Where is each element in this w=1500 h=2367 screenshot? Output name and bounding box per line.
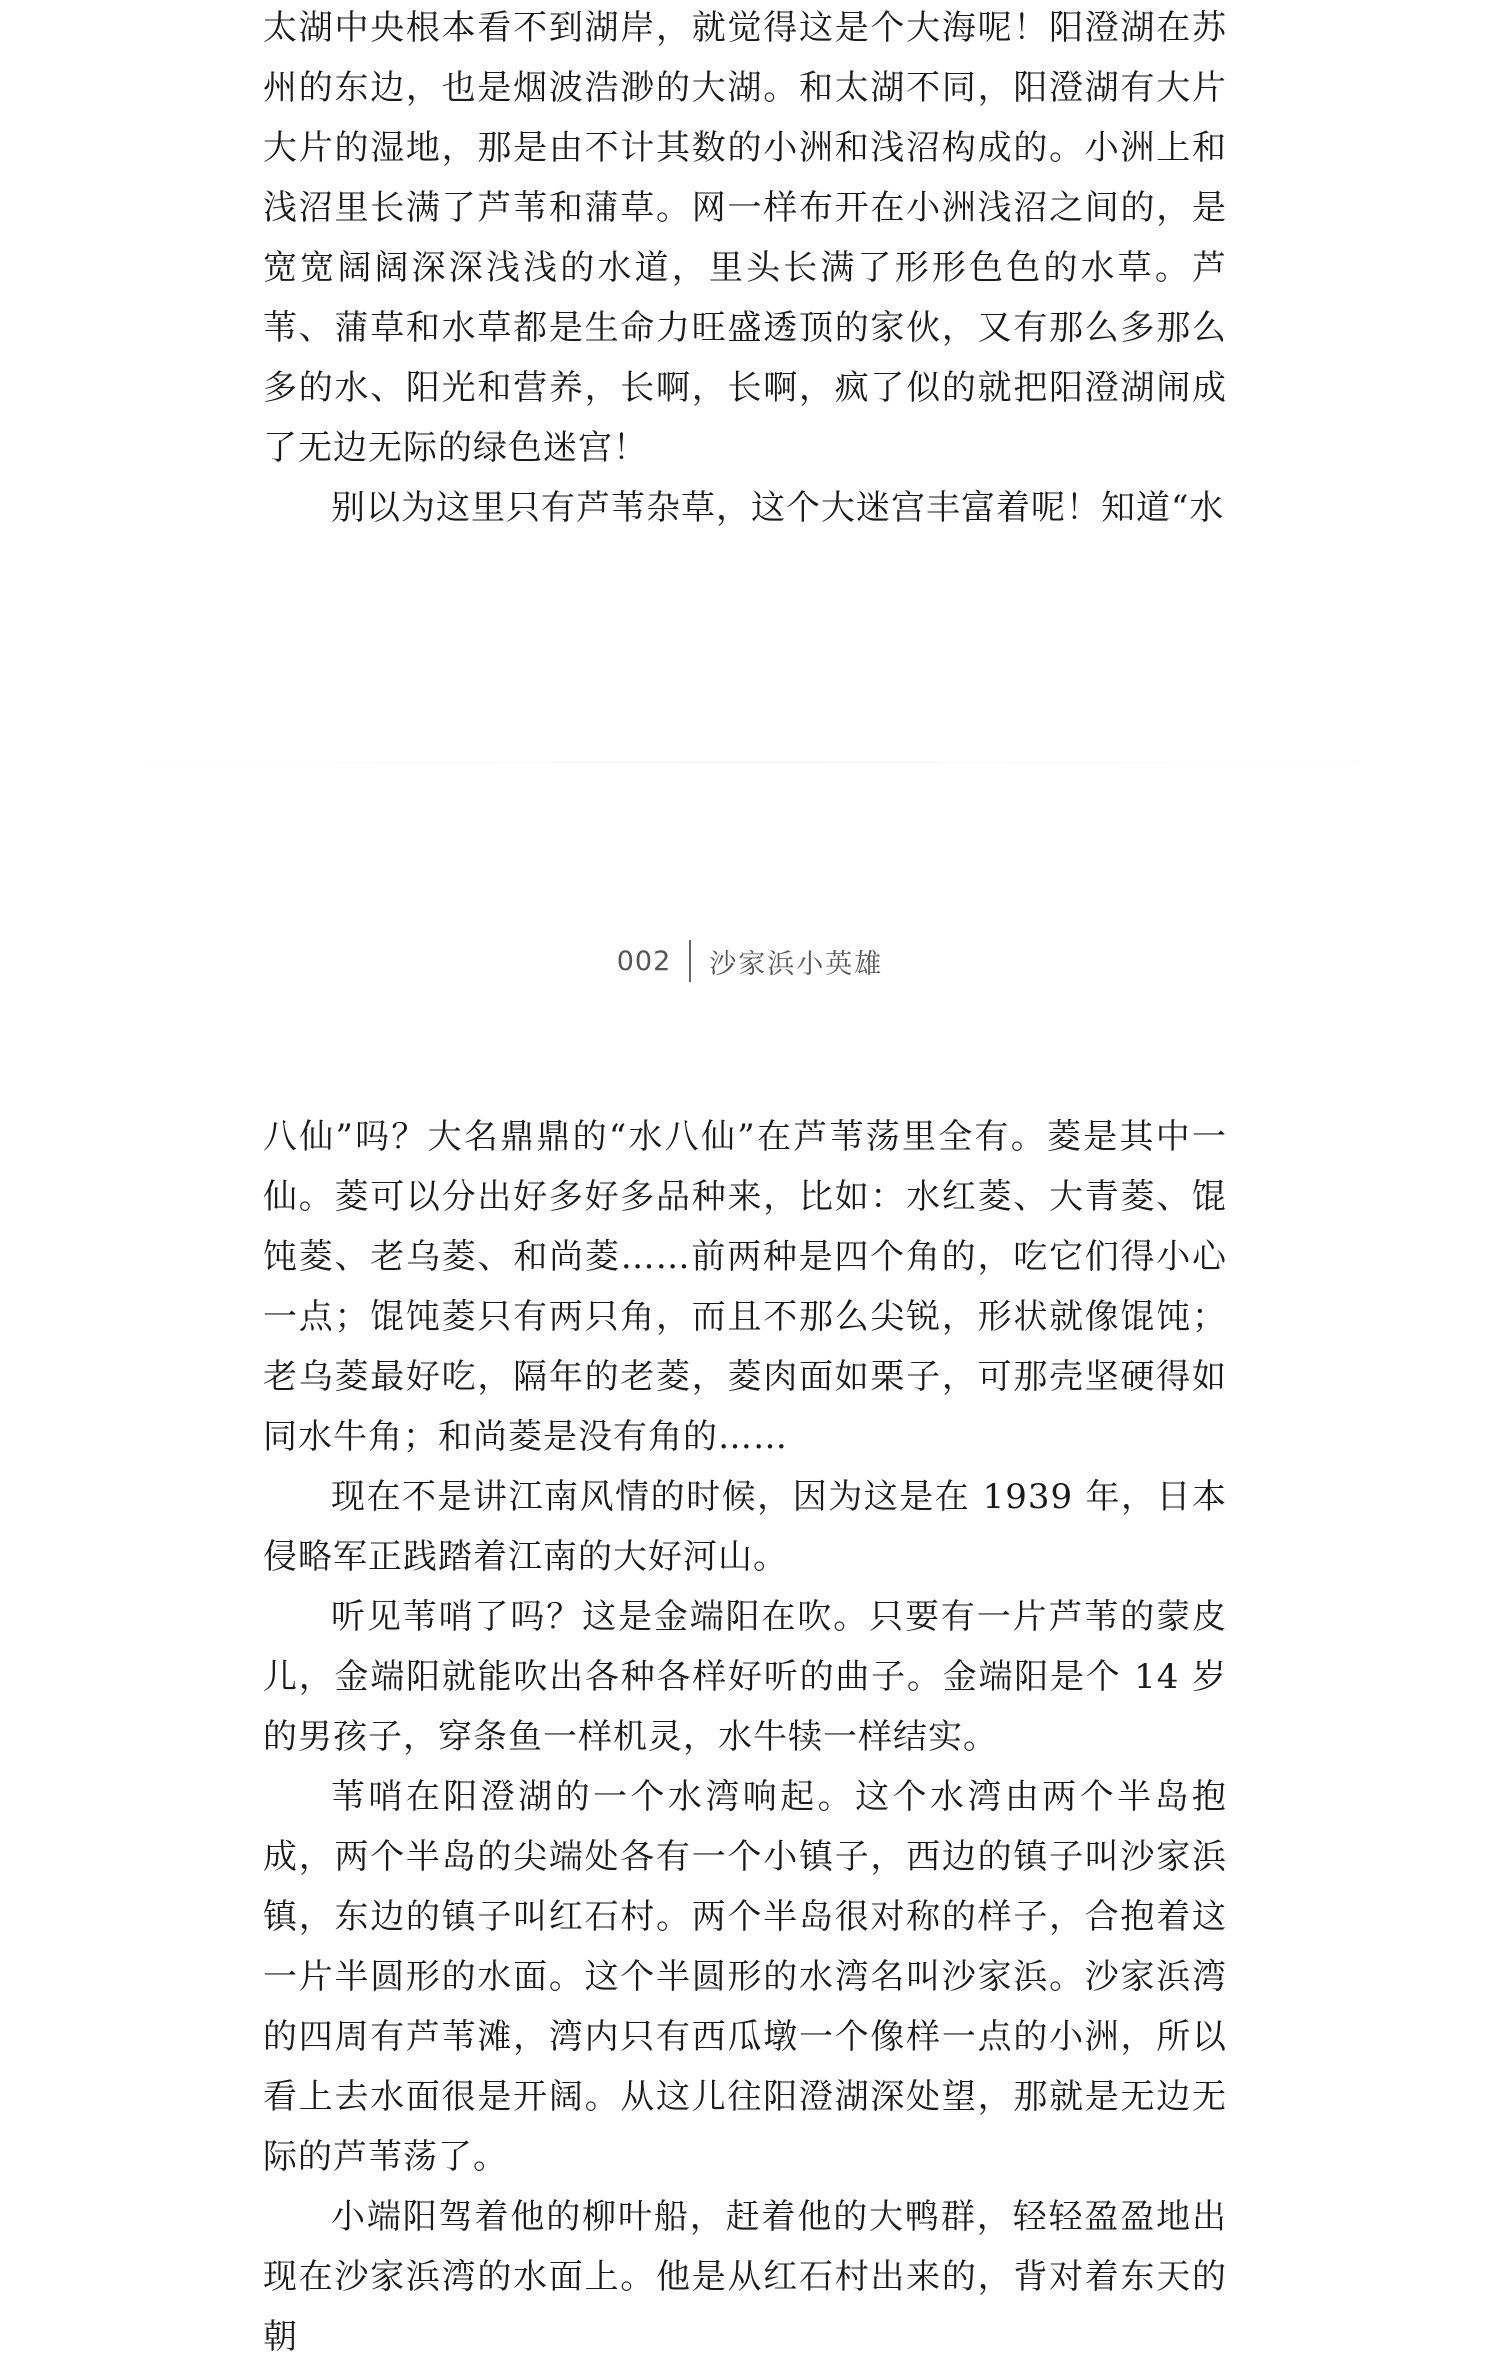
paragraph: 现在不是讲江南风情的时候，因为这是在 1939 年，日本侵略军正践踏着江南的大好河山。 — [263, 1477, 1227, 1577]
paragraph: 别以为这里只有芦苇杂草，这个大迷宫丰富着呢！知道“水 — [331, 488, 1225, 528]
paragraph: 小端阳驾着他的柳叶船，赶着他的大鸭群，轻轻盈盈地出现在沙家浜湾的水面上。他是从红石村出来的，背对着东天的朝 — [263, 2197, 1227, 2357]
top-page-text — [263, 0, 1227, 538]
paragraph: 太湖中央根本看不到湖岸，就觉得这是个大海呢！阳澄湖在苏州的东边，也是烟波浩渺的大湖。和太湖不同，阳澄湖有大片大片的湿地，那是由不计其数的小洲和浅沼构成的。小洲上和浅沼里长满了芦苇和蒲草。网一样布开在小洲浅沼之间的，是宽宽阔阔深深浅浅的水道，里头长满了形形色色的水草。芦苇、蒲草和水草都是生命力旺盛透顶的家伙，又有那么多那么多的水、阳光和营养，长啊，长啊，疯了似的就把阳澄湖闹成了无边无际的绿色迷宫！ — [263, 8, 1227, 468]
book-title: 沙家浜小英雄 — [709, 948, 884, 980]
paragraph: 苇哨在阳澄湖的一个水湾响起。这个水湾由两个半岛抱成，两个半岛的尖端处各有一个小镇子，西边的镇子叫沙家浜镇，东边的镇子叫红石村。两个半岛很对称的样子，合抱着这一片半圆形的水面。这个半圆形的水湾名叫沙家浜。沙家浜湾的四周有芦苇滩，湾内只有西瓜墩一个像样一点的小洲，所以看上去水面很是开阔。从这儿往阳澄湖深处望，那就是无边无际的芦苇荡了。 — [263, 1777, 1227, 2177]
paragraph: 八仙”吗？大名鼎鼎的“水八仙”在芦苇荡里全有。菱是其中一仙。菱可以分出好多好多品种来，比如：水红菱、大青菱、馄饨菱、老乌菱、和尚菱……前两种是四个角的，吃它们得小心一点；馄饨菱只有两只角，而且不那么尖锐，形状就像馄饨；老乌菱最好吃，隔年的老菱，菱肉面如栗子，可那壳坚硬得如同水牛角；和尚菱是没有角的…… — [263, 1117, 1227, 1457]
paragraph: 听见苇哨了吗？这是金端阳在吹。只要有一片芦苇的蒙皮儿，金端阳就能吹出各种各样好听的曲子。金端阳是个 14 岁的男孩子，穿条鱼一样机灵，水牛犊一样结实。 — [263, 1597, 1227, 1757]
bottom-page-text — [263, 1107, 1227, 2367]
page-footer — [0, 934, 1500, 988]
footer-divider — [689, 940, 691, 982]
page-separator — [0, 762, 1500, 763]
page-number: 002 — [616, 945, 672, 977]
